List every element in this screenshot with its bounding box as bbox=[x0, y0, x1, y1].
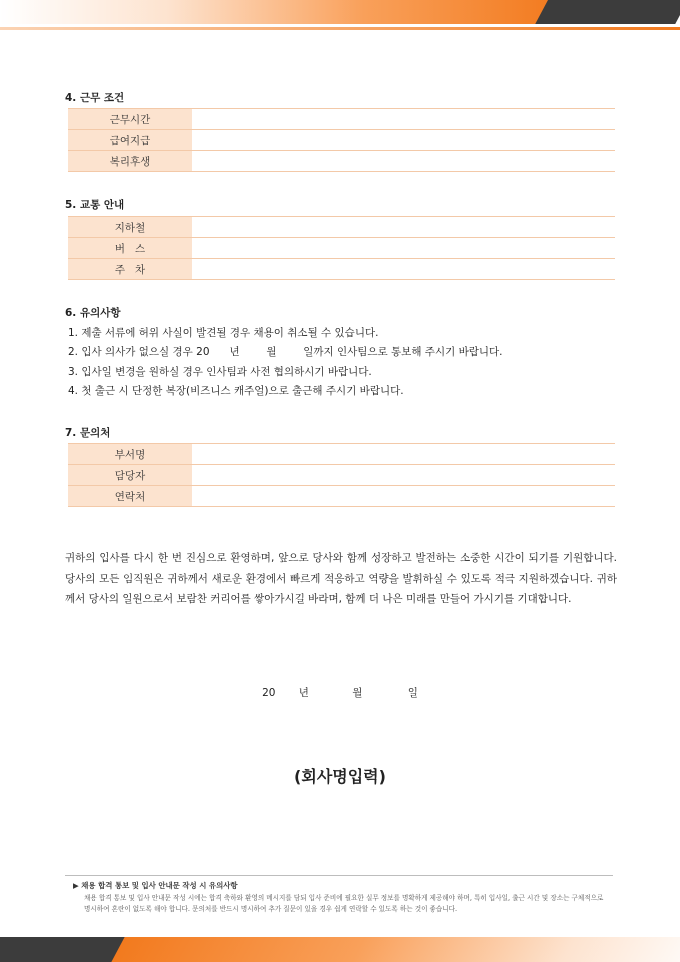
row-label: 급여지급 bbox=[68, 130, 192, 151]
header-decoration bbox=[0, 0, 680, 30]
person-in-charge-field[interactable] bbox=[192, 465, 615, 486]
bus-field[interactable] bbox=[192, 238, 615, 259]
contact-title: 7. 문의처 bbox=[65, 427, 111, 439]
notes-title: 6. 유의사항 bbox=[65, 307, 121, 319]
header-dark-band bbox=[535, 0, 680, 24]
work-conditions-title: 4. 근무 조건 bbox=[65, 92, 125, 104]
footer-orange-band bbox=[111, 937, 680, 962]
guide-title: ▶ 채용 합격 통보 및 입사 안내문 작성 시 유의사항 bbox=[73, 881, 238, 890]
department-field[interactable] bbox=[192, 444, 615, 465]
footer-dark-band bbox=[0, 937, 127, 962]
row-label: 담당자 bbox=[68, 465, 192, 486]
list-item: 4. 첫 출근 시 단정한 복장(비즈니스 캐주얼)으로 출근해 주시기 바랍니다. bbox=[68, 384, 404, 397]
row-label: 주 차 bbox=[68, 259, 192, 280]
transport-title: 5. 교통 안내 bbox=[65, 199, 125, 211]
phone-field[interactable] bbox=[192, 486, 615, 507]
table-row bbox=[68, 109, 615, 130]
table-row bbox=[68, 444, 615, 465]
table-row bbox=[68, 151, 615, 172]
row-label: 근무시간 bbox=[68, 109, 192, 130]
date-month-unit: 월 bbox=[352, 687, 363, 699]
work-hours-field[interactable] bbox=[192, 109, 615, 130]
date-line bbox=[0, 685, 680, 700]
work-conditions-table bbox=[68, 108, 615, 172]
table-row bbox=[68, 130, 615, 151]
row-label: 지하철 bbox=[68, 217, 192, 238]
footer-decoration bbox=[0, 937, 680, 962]
date-day-unit: 일 bbox=[407, 687, 418, 699]
table-row bbox=[68, 465, 615, 486]
date-year: 20 bbox=[262, 687, 276, 699]
salary-field[interactable] bbox=[192, 130, 615, 151]
benefits-field[interactable] bbox=[192, 151, 615, 172]
header-orange-band bbox=[0, 0, 560, 24]
contact-table bbox=[68, 443, 615, 507]
guide-divider bbox=[65, 875, 613, 876]
date-year-unit: 년 bbox=[298, 687, 309, 699]
row-label: 버 스 bbox=[68, 238, 192, 259]
list-item: 3. 입사일 변경을 원하실 경우 인사팀과 사전 협의하시기 바랍니다. bbox=[68, 365, 372, 378]
table-row bbox=[68, 217, 615, 238]
company-name: (회사명입력) bbox=[294, 767, 386, 786]
subway-field[interactable] bbox=[192, 217, 615, 238]
notes-list bbox=[68, 324, 618, 401]
guide-body: 채용 합격 통보 및 입사 안내문 작성 시에는 합격 축하와 환영의 메시지를 담되 입사 준비에 필요한 실무 정보를 명확하게 제공해야 하며, 특히 입사일, 출근 시간 및 장소는 구체적으로 명시하여 혼란이 없도록 해야 합니다. 문의처를 반드시 명시하여 추가 질문이 있을 경우 쉽게 연락할 수 있도록 하는 것이 좋습니다. bbox=[84, 894, 604, 914]
table-row bbox=[68, 486, 615, 507]
header-underline bbox=[0, 27, 680, 30]
parking-field[interactable] bbox=[192, 259, 615, 280]
closing-paragraph: 귀하의 입사를 다시 한 번 진심으로 환영하며, 앞으로 당사와 함께 성장하고 발전하는 소중한 시간이 되기를 기원합니다. 당사의 모든 임직원은 귀하께서 새로운 환경에서 빠르게 적응하고 역량을 발휘하실 수 있도록 적극 지원하겠습니다. 귀하께서 당사의 일원으로서 보람찬 커리어를 쌓아가시길 바라며, 함께 더 나은 미래를 만들어 가시기를 기대합니다. bbox=[65, 552, 617, 606]
transport-table bbox=[68, 216, 615, 280]
row-label: 복리후생 bbox=[68, 151, 192, 172]
row-label: 부서명 bbox=[68, 444, 192, 465]
row-label: 연락처 bbox=[68, 486, 192, 507]
table-row bbox=[68, 238, 615, 259]
list-item: 2. 입사 의사가 없으실 경우 20 년 월 일까지 인사팀으로 통보해 주시기 바랍니다. bbox=[68, 346, 503, 359]
list-item: 1. 제출 서류에 허위 사실이 발견될 경우 채용이 취소될 수 있습니다. bbox=[68, 327, 379, 339]
table-row bbox=[68, 259, 615, 280]
